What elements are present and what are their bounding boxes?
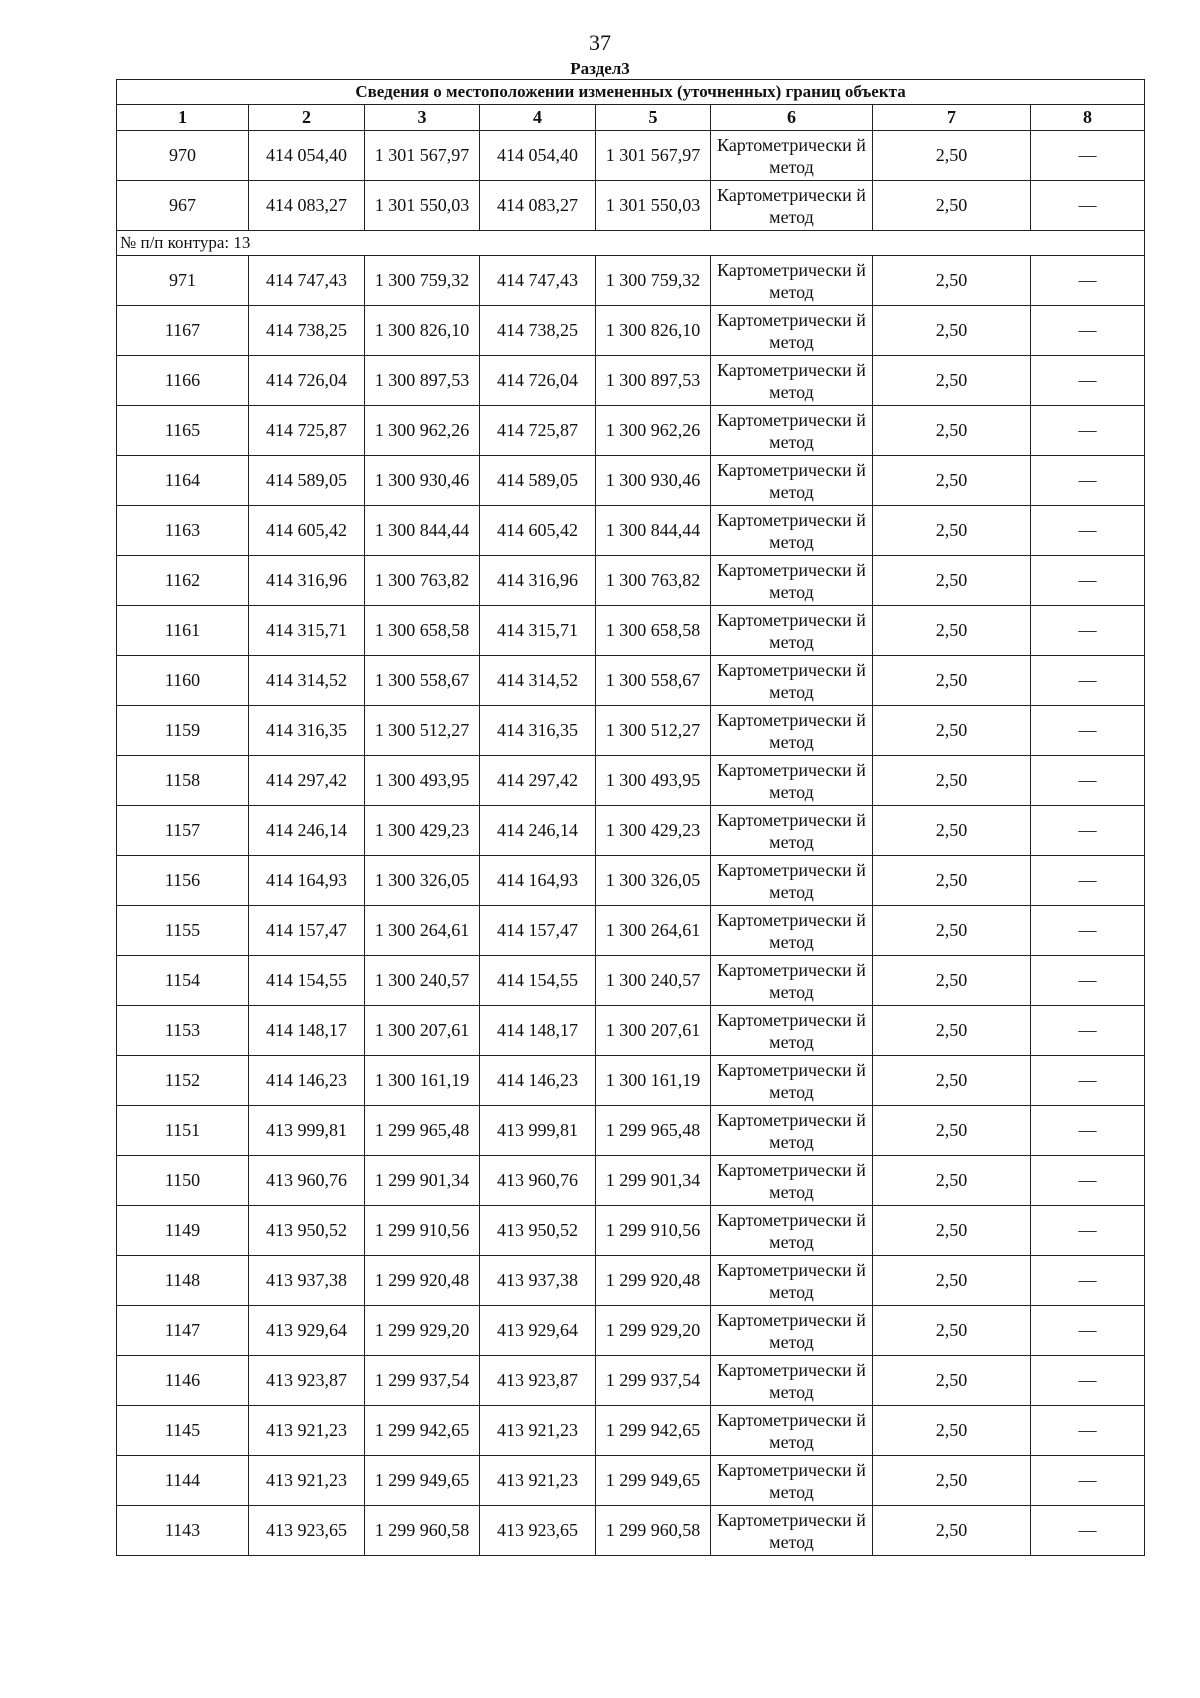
point-number-cell: 1152 xyxy=(117,1056,249,1106)
y-new-cell: 1 300 763,82 xyxy=(596,556,711,606)
point-number-cell: 1163 xyxy=(117,506,249,556)
x-new-cell: 414 725,87 xyxy=(480,406,596,456)
x-existing-cell: 414 154,55 xyxy=(249,956,365,1006)
contour-row xyxy=(117,231,1145,256)
y-existing-cell: 1 300 962,26 xyxy=(365,406,480,456)
x-new-cell: 414 083,27 xyxy=(480,181,596,231)
method-cell: Картометрически й метод xyxy=(711,1106,873,1156)
point-number-cell: 1151 xyxy=(117,1106,249,1156)
accuracy-cell: 2,50 xyxy=(873,1306,1031,1356)
y-existing-cell: 1 300 930,46 xyxy=(365,456,480,506)
y-new-cell: 1 301 550,03 xyxy=(596,181,711,231)
table-row xyxy=(117,406,1145,456)
table-row xyxy=(117,806,1145,856)
x-new-cell: 414 747,43 xyxy=(480,256,596,306)
x-existing-cell: 413 921,23 xyxy=(249,1406,365,1456)
method-cell: Картометрически й метод xyxy=(711,856,873,906)
x-existing-cell: 413 960,76 xyxy=(249,1156,365,1206)
x-new-cell: 413 929,64 xyxy=(480,1306,596,1356)
method-cell: Картометрически й метод xyxy=(711,1056,873,1106)
x-existing-cell: 414 083,27 xyxy=(249,181,365,231)
table-row xyxy=(117,456,1145,506)
y-existing-cell: 1 301 550,03 xyxy=(365,181,480,231)
table-row xyxy=(117,1356,1145,1406)
point-number-cell: 1148 xyxy=(117,1256,249,1306)
note-cell: — xyxy=(1031,1156,1145,1206)
y-existing-cell: 1 299 910,56 xyxy=(365,1206,480,1256)
x-new-cell: 414 316,96 xyxy=(480,556,596,606)
y-new-cell: 1 300 161,19 xyxy=(596,1056,711,1106)
y-existing-cell: 1 300 558,67 xyxy=(365,656,480,706)
note-cell: — xyxy=(1031,1406,1145,1456)
accuracy-cell: 2,50 xyxy=(873,456,1031,506)
accuracy-cell: 2,50 xyxy=(873,256,1031,306)
y-new-cell: 1 300 759,32 xyxy=(596,256,711,306)
y-existing-cell: 1 300 264,61 xyxy=(365,906,480,956)
y-existing-cell: 1 300 826,10 xyxy=(365,306,480,356)
table-row xyxy=(117,306,1145,356)
method-cell: Картометрически й метод xyxy=(711,1356,873,1406)
note-cell: — xyxy=(1031,456,1145,506)
y-existing-cell: 1 300 897,53 xyxy=(365,356,480,406)
point-number-cell: 1162 xyxy=(117,556,249,606)
note-cell: — xyxy=(1031,556,1145,606)
x-existing-cell: 413 921,23 xyxy=(249,1456,365,1506)
note-cell: — xyxy=(1031,1506,1145,1556)
column-header: 5 xyxy=(596,105,711,131)
x-new-cell: 414 316,35 xyxy=(480,706,596,756)
y-new-cell: 1 300 930,46 xyxy=(596,456,711,506)
method-cell: Картометрически й метод xyxy=(711,756,873,806)
x-existing-cell: 414 146,23 xyxy=(249,1056,365,1106)
table-row xyxy=(117,1206,1145,1256)
note-cell: — xyxy=(1031,1456,1145,1506)
x-existing-cell: 413 923,87 xyxy=(249,1356,365,1406)
accuracy-cell: 2,50 xyxy=(873,1006,1031,1056)
method-cell: Картометрически й метод xyxy=(711,506,873,556)
column-header: 2 xyxy=(249,105,365,131)
point-number-cell: 1166 xyxy=(117,356,249,406)
page-number: 37 xyxy=(589,30,611,55)
column-header: 6 xyxy=(711,105,873,131)
method-cell: Картометрически й метод xyxy=(711,1206,873,1256)
note-cell: — xyxy=(1031,806,1145,856)
note-cell: — xyxy=(1031,1106,1145,1156)
point-number-cell: 1143 xyxy=(117,1506,249,1556)
table-row xyxy=(117,906,1145,956)
x-existing-cell: 413 950,52 xyxy=(249,1206,365,1256)
x-new-cell: 413 921,23 xyxy=(480,1406,596,1456)
y-existing-cell: 1 300 429,23 xyxy=(365,806,480,856)
table-row xyxy=(117,356,1145,406)
point-number-cell: 1147 xyxy=(117,1306,249,1356)
section-title: Раздел3 xyxy=(570,59,630,78)
accuracy-cell: 2,50 xyxy=(873,706,1031,756)
column-header: 7 xyxy=(873,105,1031,131)
point-number-cell: 1154 xyxy=(117,956,249,1006)
point-number-cell: 970 xyxy=(117,131,249,181)
note-cell: — xyxy=(1031,1356,1145,1406)
method-cell: Картометрически й метод xyxy=(711,1456,873,1506)
y-existing-cell: 1 299 920,48 xyxy=(365,1256,480,1306)
x-existing-cell: 414 157,47 xyxy=(249,906,365,956)
table-row xyxy=(117,556,1145,606)
note-cell: — xyxy=(1031,1256,1145,1306)
note-cell: — xyxy=(1031,606,1145,656)
table-row xyxy=(117,1156,1145,1206)
y-new-cell: 1 300 429,23 xyxy=(596,806,711,856)
y-existing-cell: 1 299 949,65 xyxy=(365,1456,480,1506)
point-number-cell: 1155 xyxy=(117,906,249,956)
accuracy-cell: 2,50 xyxy=(873,306,1031,356)
accuracy-cell: 2,50 xyxy=(873,356,1031,406)
x-new-cell: 414 314,52 xyxy=(480,656,596,706)
method-cell: Картометрически й метод xyxy=(711,181,873,231)
y-new-cell: 1 300 264,61 xyxy=(596,906,711,956)
method-cell: Картометрически й метод xyxy=(711,1406,873,1456)
x-new-cell: 413 950,52 xyxy=(480,1206,596,1256)
table-row xyxy=(117,1106,1145,1156)
accuracy-cell: 2,50 xyxy=(873,656,1031,706)
table-row xyxy=(117,1256,1145,1306)
point-number-cell: 1158 xyxy=(117,756,249,806)
table-row xyxy=(117,1306,1145,1356)
method-cell: Картометрически й метод xyxy=(711,806,873,856)
x-new-cell: 414 164,93 xyxy=(480,856,596,906)
point-number-cell: 1153 xyxy=(117,1006,249,1056)
x-new-cell: 413 999,81 xyxy=(480,1106,596,1156)
method-cell: Картометрически й метод xyxy=(711,706,873,756)
point-number-cell: 1161 xyxy=(117,606,249,656)
column-header: 8 xyxy=(1031,105,1145,131)
x-new-cell: 414 738,25 xyxy=(480,306,596,356)
accuracy-cell: 2,50 xyxy=(873,756,1031,806)
x-existing-cell: 414 726,04 xyxy=(249,356,365,406)
point-number-cell: 1157 xyxy=(117,806,249,856)
y-existing-cell: 1 300 658,58 xyxy=(365,606,480,656)
x-existing-cell: 414 314,52 xyxy=(249,656,365,706)
point-number-cell: 971 xyxy=(117,256,249,306)
point-number-cell: 1159 xyxy=(117,706,249,756)
method-cell: Картометрически й метод xyxy=(711,1156,873,1206)
method-cell: Картометрически й метод xyxy=(711,606,873,656)
y-new-cell: 1 299 942,65 xyxy=(596,1406,711,1456)
note-cell: — xyxy=(1031,706,1145,756)
y-new-cell: 1 300 558,67 xyxy=(596,656,711,706)
point-number-cell: 1146 xyxy=(117,1356,249,1406)
accuracy-cell: 2,50 xyxy=(873,1256,1031,1306)
x-existing-cell: 414 246,14 xyxy=(249,806,365,856)
method-cell: Картометрически й метод xyxy=(711,406,873,456)
point-number-cell: 1165 xyxy=(117,406,249,456)
note-cell: — xyxy=(1031,756,1145,806)
x-existing-cell: 414 725,87 xyxy=(249,406,365,456)
x-new-cell: 414 605,42 xyxy=(480,506,596,556)
y-new-cell: 1 299 937,54 xyxy=(596,1356,711,1406)
method-cell: Картометрически й метод xyxy=(711,456,873,506)
x-existing-cell: 414 738,25 xyxy=(249,306,365,356)
x-new-cell: 413 960,76 xyxy=(480,1156,596,1206)
accuracy-cell: 2,50 xyxy=(873,1056,1031,1106)
column-header: 4 xyxy=(480,105,596,131)
y-existing-cell: 1 299 901,34 xyxy=(365,1156,480,1206)
y-existing-cell: 1 300 759,32 xyxy=(365,256,480,306)
x-new-cell: 414 157,47 xyxy=(480,906,596,956)
note-cell: — xyxy=(1031,131,1145,181)
x-existing-cell: 414 316,35 xyxy=(249,706,365,756)
y-new-cell: 1 299 920,48 xyxy=(596,1256,711,1306)
x-new-cell: 414 154,55 xyxy=(480,956,596,1006)
method-cell: Картометрически й метод xyxy=(711,1306,873,1356)
accuracy-cell: 2,50 xyxy=(873,556,1031,606)
note-cell: — xyxy=(1031,1306,1145,1356)
y-existing-cell: 1 299 965,48 xyxy=(365,1106,480,1156)
method-cell: Картометрически й метод xyxy=(711,356,873,406)
note-cell: — xyxy=(1031,1006,1145,1056)
x-existing-cell: 413 937,38 xyxy=(249,1256,365,1306)
table-row xyxy=(117,256,1145,306)
x-new-cell: 414 315,71 xyxy=(480,606,596,656)
x-existing-cell: 414 164,93 xyxy=(249,856,365,906)
point-number-cell: 1145 xyxy=(117,1406,249,1456)
note-cell: — xyxy=(1031,406,1145,456)
y-new-cell: 1 300 826,10 xyxy=(596,306,711,356)
table-row xyxy=(117,656,1145,706)
method-cell: Картометрически й метод xyxy=(711,656,873,706)
note-cell: — xyxy=(1031,256,1145,306)
y-new-cell: 1 299 929,20 xyxy=(596,1306,711,1356)
y-new-cell: 1 300 207,61 xyxy=(596,1006,711,1056)
y-existing-cell: 1 301 567,97 xyxy=(365,131,480,181)
table-row xyxy=(117,1056,1145,1106)
accuracy-cell: 2,50 xyxy=(873,506,1031,556)
y-new-cell: 1 300 962,26 xyxy=(596,406,711,456)
method-cell: Картометрически й метод xyxy=(711,906,873,956)
y-new-cell: 1 299 901,34 xyxy=(596,1156,711,1206)
accuracy-cell: 2,50 xyxy=(873,1356,1031,1406)
y-new-cell: 1 300 897,53 xyxy=(596,356,711,406)
x-existing-cell: 414 316,96 xyxy=(249,556,365,606)
x-new-cell: 413 923,87 xyxy=(480,1356,596,1406)
x-existing-cell: 414 747,43 xyxy=(249,256,365,306)
x-new-cell: 414 297,42 xyxy=(480,756,596,806)
x-new-cell: 414 146,23 xyxy=(480,1056,596,1106)
y-existing-cell: 1 300 512,27 xyxy=(365,706,480,756)
method-cell: Картометрически й метод xyxy=(711,131,873,181)
method-cell: Картометрически й метод xyxy=(711,306,873,356)
table-row xyxy=(117,606,1145,656)
method-cell: Картометрически й метод xyxy=(711,556,873,606)
accuracy-cell: 2,50 xyxy=(873,181,1031,231)
y-existing-cell: 1 299 960,58 xyxy=(365,1506,480,1556)
x-new-cell: 413 921,23 xyxy=(480,1456,596,1506)
note-cell: — xyxy=(1031,906,1145,956)
y-existing-cell: 1 299 929,20 xyxy=(365,1306,480,1356)
accuracy-cell: 2,50 xyxy=(873,406,1031,456)
x-existing-cell: 413 929,64 xyxy=(249,1306,365,1356)
y-new-cell: 1 301 567,97 xyxy=(596,131,711,181)
y-new-cell: 1 299 965,48 xyxy=(596,1106,711,1156)
y-new-cell: 1 300 844,44 xyxy=(596,506,711,556)
x-existing-cell: 413 999,81 xyxy=(249,1106,365,1156)
note-cell: — xyxy=(1031,506,1145,556)
method-cell: Картометрически й метод xyxy=(711,256,873,306)
x-new-cell: 414 726,04 xyxy=(480,356,596,406)
table-row xyxy=(117,1506,1145,1556)
table-row xyxy=(117,856,1145,906)
y-new-cell: 1 299 910,56 xyxy=(596,1206,711,1256)
table-row xyxy=(117,706,1145,756)
point-number-cell: 1149 xyxy=(117,1206,249,1256)
method-cell: Картометрически й метод xyxy=(711,1256,873,1306)
note-cell: — xyxy=(1031,306,1145,356)
accuracy-cell: 2,50 xyxy=(873,906,1031,956)
y-new-cell: 1 300 512,27 xyxy=(596,706,711,756)
accuracy-cell: 2,50 xyxy=(873,606,1031,656)
accuracy-cell: 2,50 xyxy=(873,131,1031,181)
table-row xyxy=(117,506,1145,556)
y-existing-cell: 1 300 763,82 xyxy=(365,556,480,606)
x-existing-cell: 414 297,42 xyxy=(249,756,365,806)
column-header: 1 xyxy=(117,105,249,131)
y-existing-cell: 1 300 161,19 xyxy=(365,1056,480,1106)
table-row xyxy=(117,1456,1145,1506)
accuracy-cell: 2,50 xyxy=(873,1506,1031,1556)
x-existing-cell: 414 315,71 xyxy=(249,606,365,656)
x-new-cell: 414 054,40 xyxy=(480,131,596,181)
table-row xyxy=(117,756,1145,806)
x-existing-cell: 414 148,17 xyxy=(249,1006,365,1056)
method-cell: Картометрически й метод xyxy=(711,1506,873,1556)
accuracy-cell: 2,50 xyxy=(873,856,1031,906)
note-cell: — xyxy=(1031,956,1145,1006)
method-cell: Картометрически й метод xyxy=(711,956,873,1006)
table-row xyxy=(117,1406,1145,1456)
accuracy-cell: 2,50 xyxy=(873,1456,1031,1506)
accuracy-cell: 2,50 xyxy=(873,956,1031,1006)
boundary-table xyxy=(116,79,1145,1556)
point-number-cell: 967 xyxy=(117,181,249,231)
x-new-cell: 414 148,17 xyxy=(480,1006,596,1056)
accuracy-cell: 2,50 xyxy=(873,1406,1031,1456)
y-new-cell: 1 300 658,58 xyxy=(596,606,711,656)
point-number-cell: 1164 xyxy=(117,456,249,506)
x-new-cell: 413 923,65 xyxy=(480,1506,596,1556)
note-cell: — xyxy=(1031,1056,1145,1106)
y-existing-cell: 1 299 942,65 xyxy=(365,1406,480,1456)
y-existing-cell: 1 300 240,57 xyxy=(365,956,480,1006)
y-existing-cell: 1 299 937,54 xyxy=(365,1356,480,1406)
note-cell: — xyxy=(1031,356,1145,406)
y-new-cell: 1 300 240,57 xyxy=(596,956,711,1006)
table-row xyxy=(117,956,1145,1006)
x-existing-cell: 414 605,42 xyxy=(249,506,365,556)
point-number-cell: 1160 xyxy=(117,656,249,706)
table-row xyxy=(117,181,1145,231)
x-existing-cell: 414 054,40 xyxy=(249,131,365,181)
y-existing-cell: 1 300 493,95 xyxy=(365,756,480,806)
y-existing-cell: 1 300 326,05 xyxy=(365,856,480,906)
table-title: Сведения о местоположении измененных (уточненных) границ объекта xyxy=(117,80,1145,105)
x-existing-cell: 414 589,05 xyxy=(249,456,365,506)
note-cell: — xyxy=(1031,656,1145,706)
note-cell: — xyxy=(1031,181,1145,231)
point-number-cell: 1167 xyxy=(117,306,249,356)
column-header: 3 xyxy=(365,105,480,131)
accuracy-cell: 2,50 xyxy=(873,1106,1031,1156)
table-row xyxy=(117,131,1145,181)
x-existing-cell: 413 923,65 xyxy=(249,1506,365,1556)
accuracy-cell: 2,50 xyxy=(873,1156,1031,1206)
y-new-cell: 1 300 326,05 xyxy=(596,856,711,906)
y-existing-cell: 1 300 844,44 xyxy=(365,506,480,556)
x-new-cell: 414 246,14 xyxy=(480,806,596,856)
contour-label: № п/п контура: 13 xyxy=(117,231,1145,256)
x-new-cell: 414 589,05 xyxy=(480,456,596,506)
point-number-cell: 1156 xyxy=(117,856,249,906)
method-cell: Картометрически й метод xyxy=(711,1006,873,1056)
y-new-cell: 1 300 493,95 xyxy=(596,756,711,806)
accuracy-cell: 2,50 xyxy=(873,1206,1031,1256)
point-number-cell: 1150 xyxy=(117,1156,249,1206)
note-cell: — xyxy=(1031,856,1145,906)
y-new-cell: 1 299 960,58 xyxy=(596,1506,711,1556)
table-row xyxy=(117,1006,1145,1056)
y-existing-cell: 1 300 207,61 xyxy=(365,1006,480,1056)
x-new-cell: 413 937,38 xyxy=(480,1256,596,1306)
point-number-cell: 1144 xyxy=(117,1456,249,1506)
note-cell: — xyxy=(1031,1206,1145,1256)
accuracy-cell: 2,50 xyxy=(873,806,1031,856)
y-new-cell: 1 299 949,65 xyxy=(596,1456,711,1506)
